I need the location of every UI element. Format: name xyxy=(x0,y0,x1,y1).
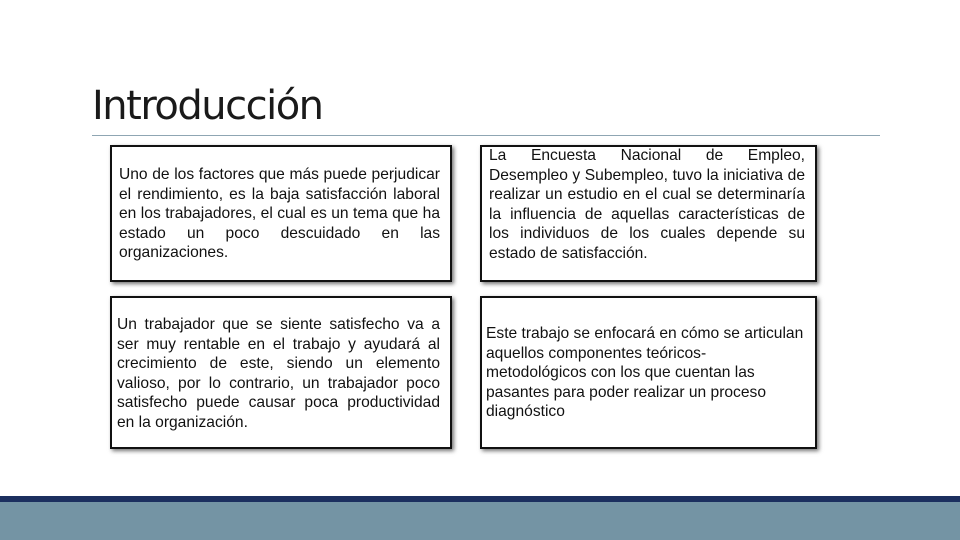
text-box-survey xyxy=(480,145,817,282)
slide-title: Introducción xyxy=(92,83,323,129)
text-box-satisfied-worker-text: Un trabajador que se siente satisfecho va a ser muy rentable en el trabajo y ayudará al crecimiento de este, siendo un elemento valioso, por lo contrario, un trabajador poco satisfecho puede causar poca productividad en la organización. xyxy=(117,316,440,431)
title-divider xyxy=(92,135,880,136)
text-box-factors xyxy=(110,145,452,282)
text-box-satisfied-worker xyxy=(110,296,452,449)
footer-bar-light xyxy=(0,502,960,540)
text-box-work-focus xyxy=(480,296,817,449)
text-box-work-focus-text: Este trabajo se enfocará en cómo se articulan aquellos componentes teóricos-metodológicos con los que cuentan las pasantes para poder realizar un proceso diagnóstico xyxy=(486,325,804,420)
text-box-factors-text: Uno de los factores que más puede perjudicar el rendimiento, es la baja satisfacción laboral en los trabajadores, el cual es un tema que ha estado un poco descuidado en las organizaciones. xyxy=(119,166,440,261)
text-box-survey-text: La Encuesta Nacional de Empleo, Desempleo y Subempleo, tuvo la iniciativa de realizar un estudio en el cual se determinaría la influencia de aquellas características de los individuos de los cuales depende su estado de satisfacción. xyxy=(489,147,805,262)
